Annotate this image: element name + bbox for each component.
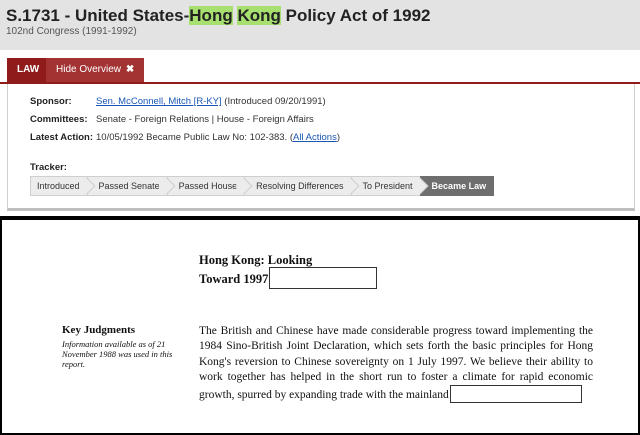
latest-action-label: Latest Action: (30, 132, 93, 143)
document-title-line2: Toward 1997 (199, 272, 269, 286)
redaction-box (269, 267, 377, 289)
status-tracker (30, 176, 493, 194)
latest-action-close: ) (336, 132, 340, 143)
title-highlight-kong: Kong (237, 6, 281, 25)
sponsor-label: Sponsor: (30, 96, 72, 107)
all-actions-link[interactable]: All Actions (293, 132, 337, 143)
tracker-step-passed-house: Passed House (167, 176, 246, 196)
document-body-text: The British and Chinese have made considerable progress toward implementing the 1984 Sino-British Joint Declaration, which sets forth the basic principles for Hong Kong's reversion to Chinese sovereignty on 1 July 1997. We believe their ability to work together has helped in the short run to foster a climate for rapid economic growth, spurred by expanding trade with the mainland (199, 325, 593, 402)
sponsor-introduced: (Introduced 09/20/1991) (221, 96, 326, 107)
document-body (199, 324, 593, 403)
bill-overview-panel (7, 84, 635, 211)
tracker-step-became-law: Became Law (420, 176, 495, 196)
overview-tabbar (0, 58, 640, 84)
document-title-line1: Hong Kong: Looking (199, 253, 313, 267)
congress-session: 102nd Congress (1991-1992) (6, 26, 137, 37)
close-icon: ✖ (125, 64, 135, 75)
key-judgments-heading: Key Judgments (62, 324, 136, 336)
tracker-step-to-president: To President (351, 176, 421, 196)
committees-value: Senate - Foreign Relations | House - Foreign Affairs (96, 114, 314, 125)
title-prefix: S.1731 - United States- (6, 6, 190, 25)
scanned-document (2, 220, 638, 433)
bill-title (6, 6, 431, 26)
tracker-step-resolving-differences: Resolving Differences (244, 176, 351, 196)
congress-bill-page (0, 0, 640, 216)
document-title (199, 254, 377, 289)
sponsor-link[interactable]: Sen. McConnell, Mitch [R-KY] (96, 96, 222, 107)
tracker-label: Tracker: (30, 162, 67, 173)
tracker-step-passed-senate: Passed Senate (87, 176, 168, 196)
redaction-box-2 (450, 385, 582, 403)
tab-law[interactable]: LAW (7, 58, 49, 82)
latest-action-value: 10/05/1992 Became Public Law No: 102-383. ( (96, 132, 293, 143)
information-note: Information available as of 21 November 1988 was used in this report. (62, 339, 173, 369)
title-highlight-hong: Hong (189, 6, 233, 25)
bill-header (0, 0, 640, 50)
hide-overview-button[interactable] (46, 58, 144, 82)
title-suffix: Policy Act of 1992 (280, 6, 431, 25)
committees-label: Committees: (30, 114, 88, 125)
hide-overview-label: Hide Overview (56, 64, 122, 75)
tracker-step-introduced: Introduced (30, 176, 88, 196)
